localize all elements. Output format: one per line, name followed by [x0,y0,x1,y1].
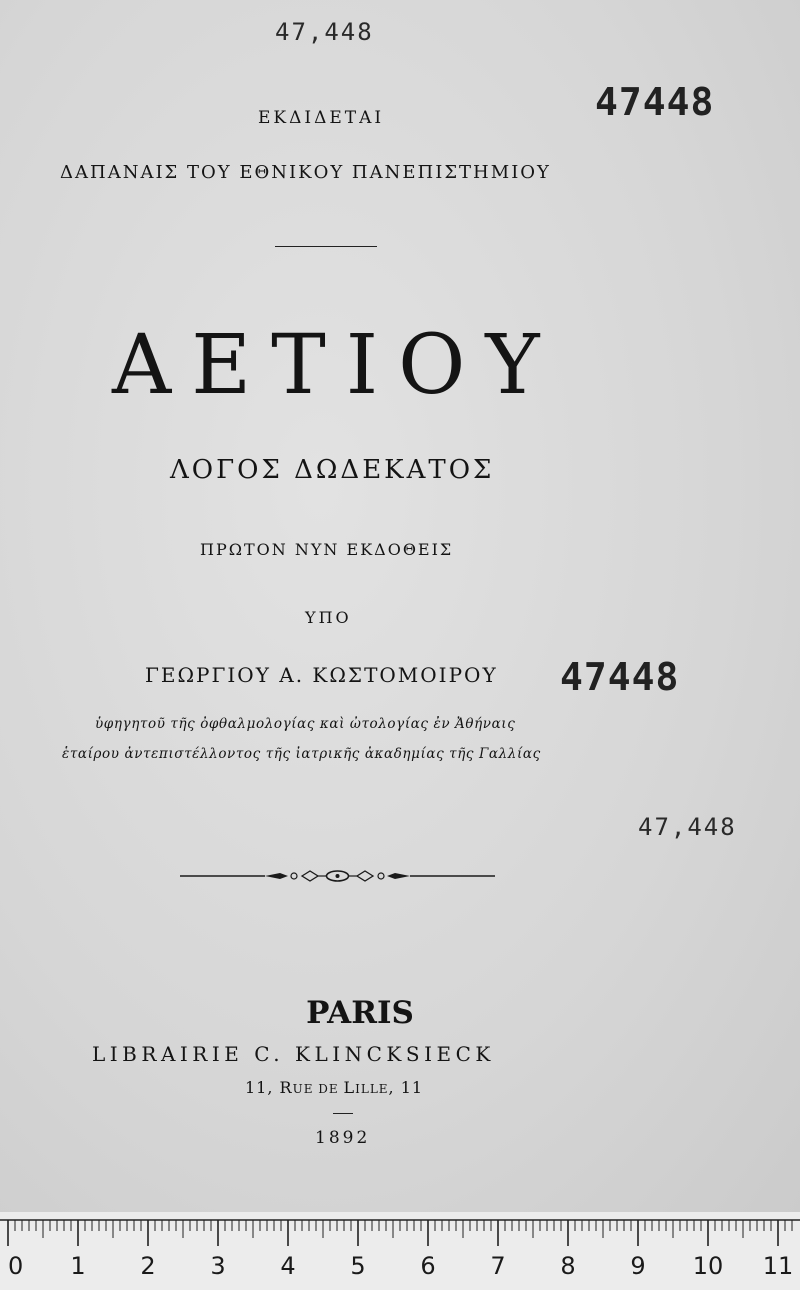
address-place-rest: ILLE [355,1082,389,1096]
author-role-line-2: ἑταίρου ἀντεπιστέλλοντος τῆς ἰατρικῆς ἀκαδημίας τῆς Γαλλίας [62,746,541,762]
imprint-dash [333,1113,353,1114]
imprint-city [0,995,800,1031]
ruler-label: 9 [630,1252,646,1280]
ruler-label: 7 [490,1252,506,1280]
inventory-stamp-lower: 47,448 [638,813,737,841]
author-name: ΓΕΩΡΓΙΟΥ Α. ΚΩΣΤΟΜΟΙΡΟΥ [145,663,498,687]
ruler-label: 8 [560,1252,576,1280]
ornament-divider-icon [180,864,495,888]
publisher-line-1: ΕΚΔΙΔΕΤΑΙ [258,108,385,128]
imprint-library: LIBRAIRIE C. KLINCKSIECK [92,1042,495,1066]
address-street-rest: UE DE [292,1082,344,1096]
imprint-address [245,1078,423,1097]
imprint-city-text: PARIS [306,995,414,1031]
inventory-stamp-middle: 47448 [560,655,680,699]
imprint-year: 1892 [315,1128,371,1148]
ruler-label: 4 [280,1252,296,1280]
author-role-line-1: ὑφηγητοῦ τῆς ὀφθαλμολογίας καὶ ὠτολογίας ἐν Ἀθήναις [95,716,516,732]
publisher-line-2: ΔΑΠΑΝΑΙΣ ΤΟΥ ΕΘΝΙΚΟΥ ΠΑΝΕΠΙΣΤΗΜΙΟΥ [60,162,551,183]
ruler-label: 10 [692,1252,724,1280]
book-title: ΑΕΤΙΟΥ [112,318,560,413]
book-subtitle: ΛΟΓΟΣ ΔΩΔΕΚΑΤΟΣ [170,455,495,485]
ruler-label: 1 [70,1252,86,1280]
measuring-ruler [0,1212,800,1290]
address-street-initial: R [279,1078,293,1097]
ruler-label: 2 [140,1252,156,1280]
address-place-initial: L [343,1078,356,1097]
address-number: 11, [245,1078,274,1097]
inventory-stamp-large: 47448 [595,80,715,124]
inventory-stamp-top: 47,448 [275,18,374,46]
ruler-label: 6 [420,1252,436,1280]
address-end: , 11 [388,1078,424,1097]
ruler-label: 11 [762,1252,794,1280]
ruler-label: 3 [210,1252,226,1280]
divider-rule [275,246,377,247]
ruler-label: 0 [8,1252,24,1280]
edition-note: ΠΡΩΤΟΝ ΝΥΝ ΕΚΔΟΘΕΙΣ [200,540,454,559]
by-label: ΥΠΟ [305,608,352,627]
ruler-label: 5 [350,1252,366,1280]
